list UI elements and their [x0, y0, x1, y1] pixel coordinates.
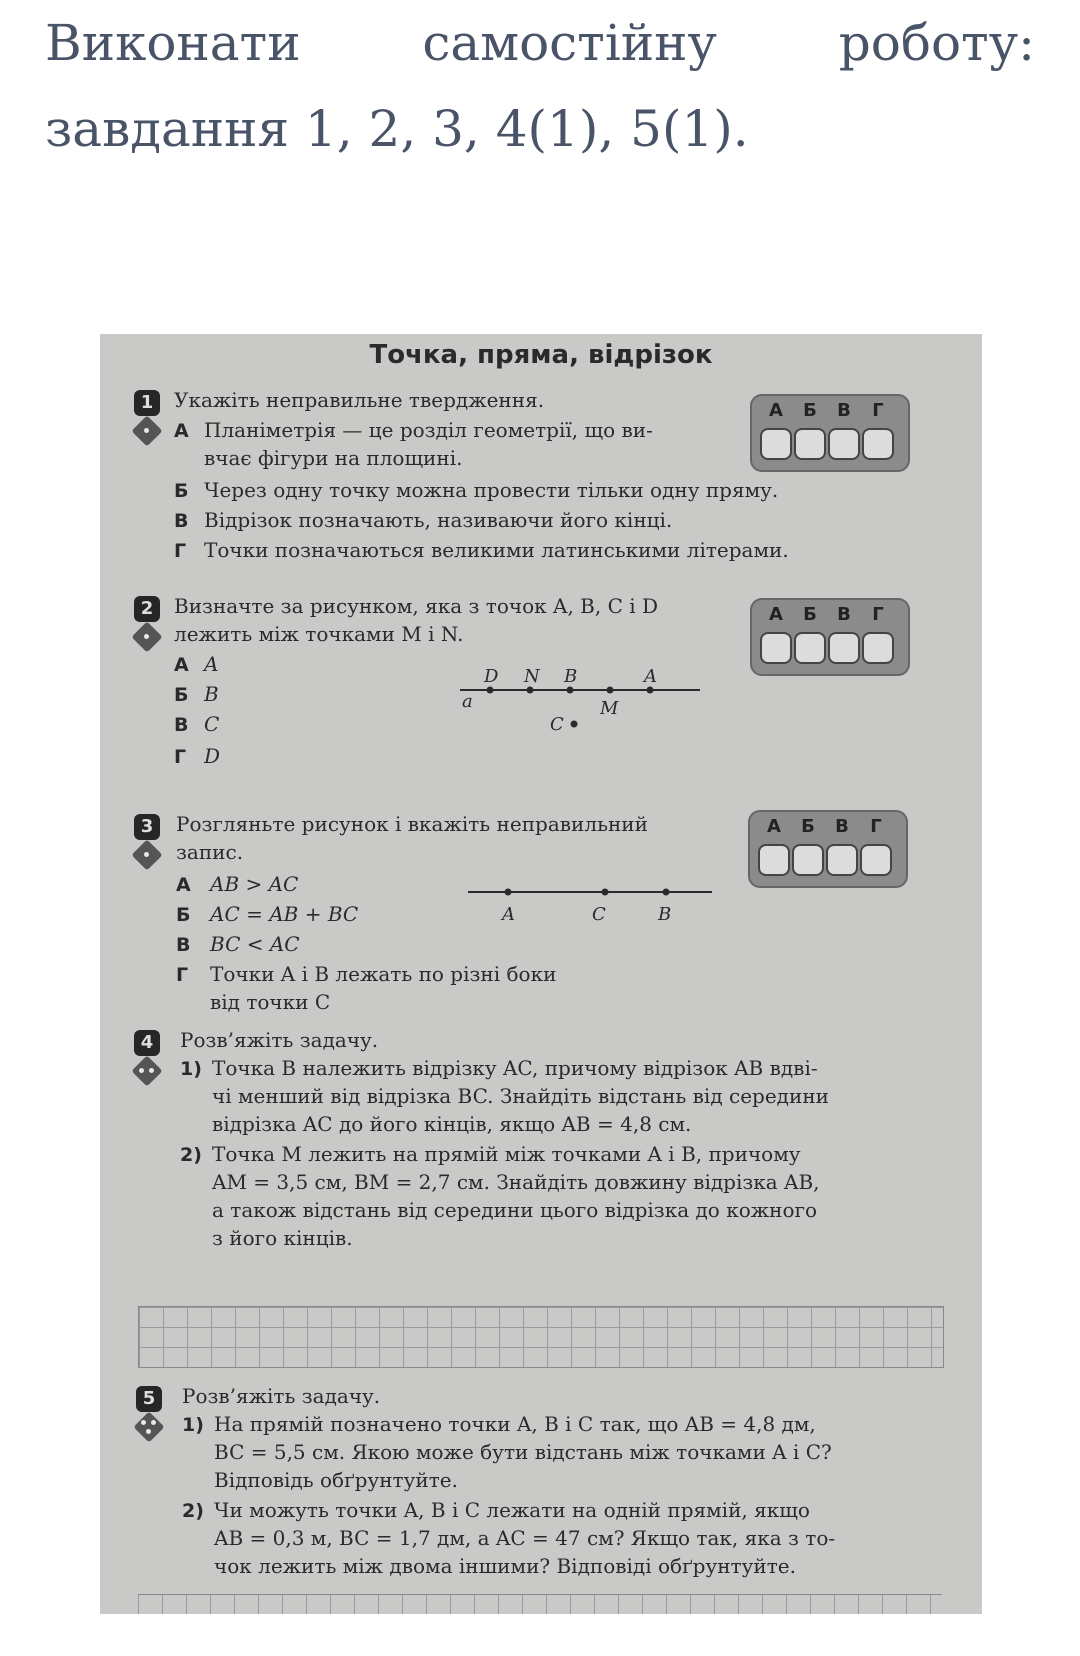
point-M	[607, 687, 614, 694]
dot-icon	[139, 1068, 144, 1073]
option-letter: В	[174, 714, 189, 736]
dot-icon	[144, 634, 149, 639]
option-letter: Б	[174, 480, 189, 502]
option-text: C	[204, 712, 220, 736]
option-text: Точки A і B лежать по різні боки	[210, 962, 557, 986]
answer-cell[interactable]	[862, 632, 894, 664]
label-A: A	[502, 904, 515, 925]
task-4-title: Розв’яжіть задачу.	[180, 1028, 379, 1052]
answer-cell[interactable]	[758, 844, 790, 876]
item-text: На прямій позначено точки A, B і C так, що AB = 4,8 дм,	[214, 1412, 816, 1436]
item-text: Точка M лежить на прямій між точками A і B, причому	[212, 1142, 801, 1166]
answer-letter: В	[837, 400, 851, 421]
point-N	[527, 687, 534, 694]
dot-icon	[144, 852, 149, 857]
task-2-question: лежить між точками M і N.	[174, 622, 464, 646]
item-number: 2)	[180, 1144, 202, 1166]
option-text: D	[204, 744, 221, 768]
dot-icon	[149, 1068, 154, 1073]
label-C: C	[550, 714, 564, 735]
option-letter: В	[174, 510, 189, 532]
heading-line-2: завдання 1, 2, 3, 4(1), 5(1).	[45, 100, 749, 158]
option-text: Через одну точку можна провести тільки одну пряму.	[204, 478, 779, 502]
option-letter: Б	[176, 904, 191, 926]
label-N: N	[524, 666, 540, 687]
answer-cell[interactable]	[794, 632, 826, 664]
task-2-number: 2	[134, 596, 160, 622]
answer-letter: Б	[803, 604, 817, 625]
option-letter: А	[174, 420, 189, 442]
item-text: Відповідь обґрунтуйте.	[214, 1468, 458, 1492]
label-C: C	[592, 904, 606, 925]
answer-box-2[interactable]	[750, 598, 910, 676]
option-text: A	[204, 652, 219, 676]
point-A	[505, 889, 512, 896]
option-letter: Г	[176, 964, 189, 986]
item-text: AB = 0,3 м, BC = 1,7 дм, а AC = 47 см? Якщо так, яка з то-	[214, 1526, 836, 1550]
option-letter: А	[174, 654, 189, 676]
option-text: AB > AC	[210, 872, 299, 896]
answer-cell[interactable]	[826, 844, 858, 876]
item-text: з його кінців.	[212, 1226, 353, 1250]
answer-cell[interactable]	[862, 428, 894, 460]
item-text: відрізка AC до його кінців, якщо AB = 4,8 см.	[212, 1112, 692, 1136]
option-text: Планіметрія — це розділ геометрії, що ви-	[204, 418, 653, 442]
task-3-question: запис.	[176, 840, 244, 864]
point-B	[663, 889, 670, 896]
heading-word: Виконати	[45, 14, 301, 72]
point-C	[602, 889, 609, 896]
answer-letter: В	[835, 816, 849, 837]
answer-letter: Г	[870, 816, 882, 837]
task-3-number: 3	[134, 814, 160, 840]
task-4-number: 4	[134, 1030, 160, 1056]
answer-letter: А	[767, 816, 781, 837]
point-D	[487, 687, 494, 694]
answer-letter: Г	[872, 604, 884, 625]
item-text: BC = 5,5 см. Якою може бути відстань між точками A і C?	[214, 1440, 832, 1464]
assignment-heading	[45, 0, 1035, 172]
option-text: AC = AB + BC	[210, 902, 359, 926]
answer-box-1[interactable]	[750, 394, 910, 472]
label-B: B	[658, 904, 672, 925]
option-letter: Б	[174, 684, 189, 706]
answer-letter: А	[769, 604, 783, 625]
label-a: a	[462, 691, 473, 712]
label-A: A	[644, 666, 657, 687]
answer-cell[interactable]	[792, 844, 824, 876]
task-1-question: Укажіть неправильне твердження.	[174, 388, 545, 412]
answer-letter: Б	[801, 816, 815, 837]
option-text: BC < AC	[210, 932, 300, 956]
option-letter: В	[176, 934, 191, 956]
answer-cell[interactable]	[860, 844, 892, 876]
answer-cell[interactable]	[828, 632, 860, 664]
task-2-question: Визначте за рисунком, яка з точок A, B, C і D	[174, 594, 659, 618]
answer-letter: А	[769, 400, 783, 421]
item-number: 2)	[182, 1500, 204, 1522]
answer-letter: Б	[803, 400, 817, 421]
answer-grid-4[interactable]	[138, 1306, 944, 1368]
point-A	[647, 687, 654, 694]
label-D: D	[484, 666, 499, 687]
dot-icon	[151, 1420, 156, 1425]
answer-letter: В	[837, 604, 851, 625]
answer-cell[interactable]	[760, 428, 792, 460]
option-text: від точки C	[210, 990, 331, 1014]
option-text: Відрізок позначають, називаючи його кінці.	[204, 508, 673, 532]
answer-box-3[interactable]	[748, 810, 908, 888]
answer-cell[interactable]	[760, 632, 792, 664]
item-text: Точка B належить відрізку AC, причому відрізок AB вдві-	[212, 1056, 818, 1080]
point-B	[567, 687, 574, 694]
worksheet-photo	[100, 334, 982, 1614]
heading-word: роботу:	[838, 14, 1035, 72]
task-5-title: Розв’яжіть задачу.	[182, 1384, 381, 1408]
option-text: вчає фігури на площині.	[204, 446, 463, 470]
task-5-number: 5	[136, 1386, 162, 1412]
difficulty-2-dots-icon	[131, 1055, 162, 1086]
item-text: а також відстань від середини цього відрізка до кожного	[212, 1198, 818, 1222]
dot-icon	[141, 1420, 146, 1425]
option-letter: Г	[174, 540, 187, 562]
task-1-number: 1	[134, 390, 160, 416]
option-text: B	[204, 682, 219, 706]
option-text: Точки позначаються великими латинськими літерами.	[204, 538, 789, 562]
figure-points-A-C-B	[460, 874, 720, 934]
item-text: AM = 3,5 см, BM = 2,7 см. Знайдіть довжину відрізка AB,	[212, 1170, 820, 1194]
answer-letter: Г	[872, 400, 884, 421]
item-text: Чи можуть точки A, B і C лежати на одній прямій, якщо	[214, 1498, 810, 1522]
difficulty-3-dots-icon	[133, 1411, 164, 1442]
item-text: чі менший від відрізка BC. Знайдіть відстань від середини	[212, 1084, 829, 1108]
heading-word: самостійну	[422, 14, 717, 72]
worksheet-title: Точка, пряма, відрізок	[369, 340, 713, 370]
task-3-question: Розгляньте рисунок і вкажіть неправильний	[176, 812, 648, 836]
item-number: 1)	[182, 1414, 204, 1436]
answer-cell[interactable]	[794, 428, 826, 460]
option-letter: А	[176, 874, 191, 896]
item-number: 1)	[180, 1058, 202, 1080]
label-B: B	[564, 666, 578, 687]
option-letter: Г	[174, 746, 187, 768]
item-text: чок лежить між двома іншими? Відповіді обґрунтуйте.	[214, 1554, 796, 1578]
heading-line-1	[45, 0, 1035, 86]
dot-icon	[146, 1429, 151, 1434]
label-M: M	[600, 698, 619, 719]
dot-icon	[144, 428, 149, 433]
point-C	[571, 721, 578, 728]
figure-points-on-line-a	[450, 660, 710, 770]
answer-grid-5[interactable]	[138, 1594, 942, 1614]
answer-cell[interactable]	[828, 428, 860, 460]
